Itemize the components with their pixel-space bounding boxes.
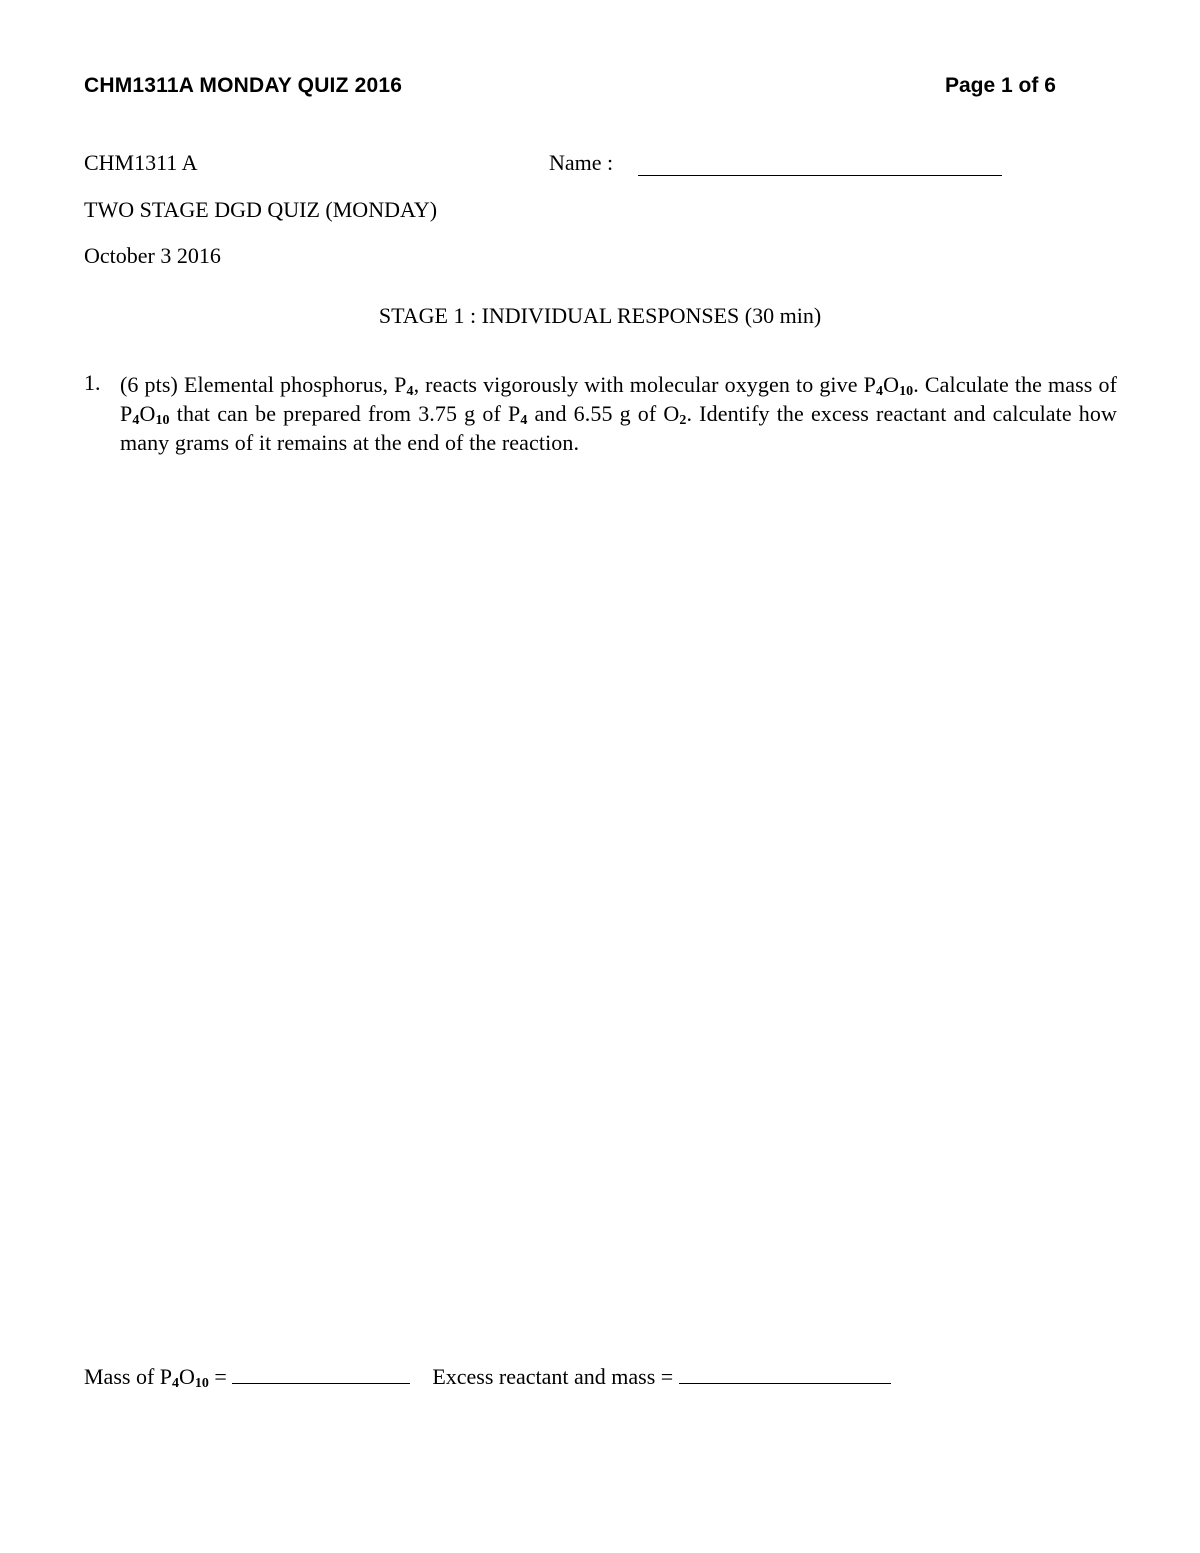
answer-row <box>84 1364 891 1390</box>
mass-label: Mass of $P_4O_{10}$ = <box>84 1364 227 1391</box>
name-field[interactable] <box>638 175 1002 176</box>
quiz-date: October 3 2016 <box>84 243 221 268</box>
name-label: Name : <box>549 150 614 175</box>
header-course-title: CHM1311A MONDAY QUIZ 2016 <box>84 74 403 97</box>
page-number: Page 1 of 6 <box>945 74 1056 97</box>
question-number: 1. <box>84 370 101 395</box>
course-code: CHM1311 A <box>84 150 198 175</box>
excess-answer-field[interactable] <box>679 1365 891 1384</box>
question-text: (6 pts) Elemental phosphorus, $P_4$, reacts vigorously with molecular oxygen to give $P_4O_{10}$. Calculate the mass of $P_4O_{10}$ that can be prepared from 3.75 g of $P_4$ and 6.55 g of $O_2$. Identify the excess reactant and calculate how many grams of it remains at the end of the reaction. <box>120 372 1117 455</box>
mass-answer-field[interactable] <box>232 1365 410 1384</box>
stage-heading: STAGE 1 : INDIVIDUAL RESPONSES (30 min) <box>378 303 822 328</box>
quiz-title: TWO STAGE DGD QUIZ (MONDAY) <box>84 197 438 222</box>
excess-label: Excess reactant and mass = <box>432 1364 674 1389</box>
